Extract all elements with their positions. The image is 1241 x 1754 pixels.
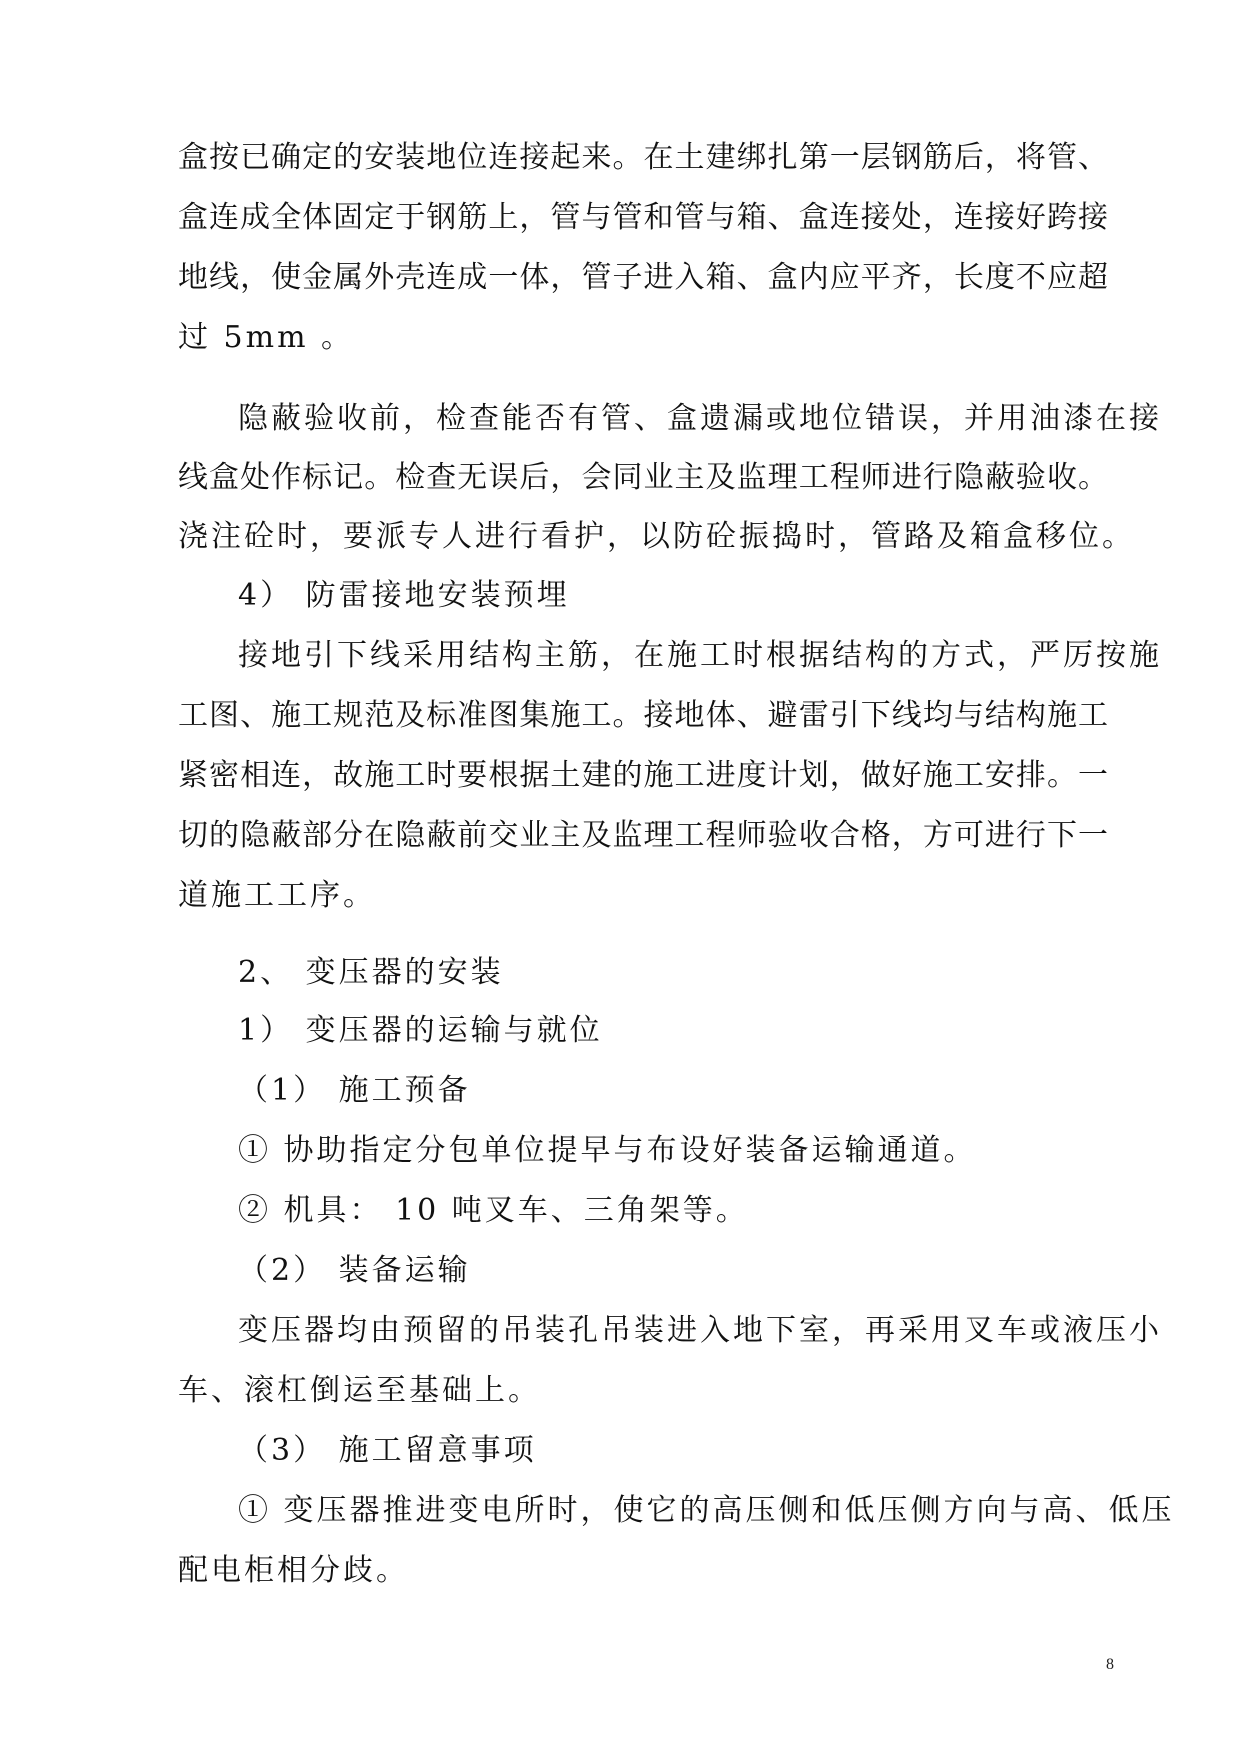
text-line: 盒连成全体固定于钢筋上，管与管和管与箱、盒连接处，连接好跨接 [178, 200, 1108, 235]
text-line: 地线，使金属外壳连成一体，管子进入箱、盒内应平齐，长度不应超 [178, 260, 1108, 295]
text-line: 紧密相连，故施工时要根据土建的施工进度计划，做好施工安排。一 [178, 758, 1108, 793]
list-item: ① 变压器推进变电所时，使它的高压侧和低压侧方向与高、低压 [238, 1493, 1175, 1528]
text-line: 隐蔽验收前，检查能否有管、盒遗漏或地位错误，并用油漆在接 [238, 401, 1162, 436]
text-line: 变压器均由预留的吊装孔吊装进入地下室，再采用叉车或液压小 [238, 1313, 1162, 1348]
text-line: 接地引下线采用结构主筋，在施工时根据结构的方式，严厉按施 [238, 638, 1162, 673]
text-line: 车、滚杠倒运至基础上。 [178, 1373, 541, 1408]
subsection-heading: 1） 变压器的运输与就位 [238, 1013, 603, 1048]
text-line: 盒按已确定的安装地位连接起来。在土建绑扎第一层钢筋后，将管、 [178, 140, 1108, 175]
text-line: 配电柜相分歧。 [178, 1553, 409, 1588]
text-line: 工图、施工规范及标准图集施工。接地体、避雷引下线均与结构施工 [178, 698, 1108, 733]
text-line: 切的隐蔽部分在隐蔽前交业主及监理工程师验收合格，方可进行下一 [178, 818, 1108, 853]
subsection-heading: （1） 施工预备 [238, 1073, 471, 1108]
page-number: 8 [1106, 1656, 1114, 1673]
subsection-heading: （2） 装备运输 [238, 1253, 471, 1288]
text-line: 浇注砼时，要派专人进行看护，以防砼振捣时，管路及箱盒移位。 [178, 519, 1135, 554]
list-item: ② 机具： 10 吨叉车、三角架等。 [238, 1193, 749, 1228]
text-line: 过 5mm 。 [178, 320, 355, 355]
section-heading: 2、 变压器的安装 [238, 955, 504, 990]
text-line: 线盒处作标记。检查无误后，会同业主及监理工程师进行隐蔽验收。 [178, 460, 1108, 495]
text-line: 道施工工序。 [178, 878, 376, 913]
section-heading: 4） 防雷接地安装预埋 [238, 578, 570, 613]
list-item: ① 协助指定分包单位提早与布设好装备运输通道。 [238, 1133, 977, 1168]
subsection-heading: （3） 施工留意事项 [238, 1433, 537, 1468]
